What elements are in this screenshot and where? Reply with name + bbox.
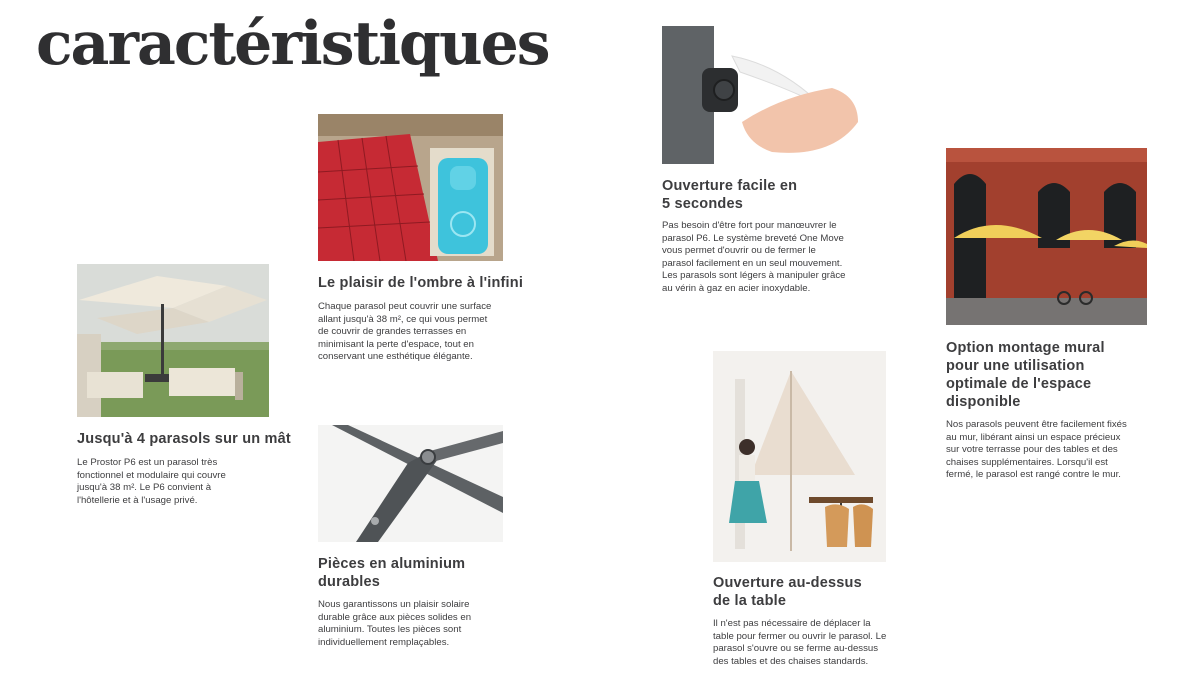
feature-body (662, 220, 892, 296)
photo-four-parasols (77, 264, 269, 417)
body-line: au vérin à gaz en acier inoxydable. (662, 282, 811, 294)
heading-line: Le plaisir de l'ombre à l'infini (318, 275, 524, 291)
page-title: caractéristiques (36, 9, 549, 79)
body-line: sur votre terrasse pour des tables et des (946, 444, 1118, 456)
heading-line: Ouverture au-dessus (713, 575, 862, 591)
body-line: durable grâce aux pièces solides en (318, 611, 472, 623)
feature-body (946, 419, 1186, 482)
heading-line: optimale de l'espace (946, 376, 1092, 392)
feature-body (318, 599, 528, 649)
body-line: minimisant la perte d'espace, tout en (318, 338, 474, 350)
feature-body (713, 618, 923, 668)
heading-line: Pièces en aluminium (318, 556, 466, 572)
body-line: conservant une esthétique élégante. (318, 351, 473, 363)
feature-heading (77, 430, 317, 448)
photo-wall-mount (946, 148, 1147, 325)
body-line: allant jusqu'à 38 m², ce qui vous permet (318, 313, 488, 325)
body-line: l'hôtellerie et à l'usage privé. (77, 494, 198, 506)
body-line: Chaque parasol peut couvrir une surface (318, 301, 492, 312)
body-line: au mur, libérant ainsi un espace précieux (946, 431, 1121, 443)
feature-body (318, 301, 528, 364)
body-line: Nous garantissons un plaisir solaire (318, 599, 470, 610)
feature-heading (318, 555, 538, 591)
heading-line: Option montage mural (946, 340, 1105, 356)
photo-one-move-handle (662, 26, 860, 164)
feature-heading (713, 574, 933, 610)
body-line: Le Prostor P6 est un parasol très (77, 457, 218, 468)
heading-line: Jusqu'à 4 parasols sur un mât (77, 431, 291, 447)
body-line: aluminium. Toutes les pièces sont (318, 624, 462, 636)
heading-line: durables (318, 574, 381, 590)
body-line: parasol s'ouvre ou se ferme au-dessus (713, 643, 879, 655)
body-line: Il n'est pas nécessaire de déplacer la (713, 618, 871, 629)
body-line: Pas besoin d'être fort pour manœuvrer le (662, 220, 837, 231)
feature-heading (318, 274, 578, 292)
photo-parasol-over-table (713, 351, 886, 562)
photo-aluminium-arm (318, 425, 503, 542)
body-line: chaises supplémentaires. Lorsqu'il est (946, 456, 1108, 468)
heading-line: disponible (946, 394, 1021, 410)
heading-line: pour une utilisation (946, 358, 1085, 374)
body-line: table pour fermer ou ouvrir le parasol. Le (713, 630, 887, 642)
photo-aerial-terrace (318, 114, 503, 261)
body-line: des tables et des chaises standards. (713, 655, 869, 667)
body-line: de couvrir de grandes terrasses en (318, 326, 467, 338)
heading-line: Ouverture facile en (662, 178, 798, 194)
heading-line: de la table (713, 593, 787, 609)
feature-heading (946, 339, 1176, 411)
heading-line: 5 secondes (662, 196, 743, 212)
body-line: parasol P6. Le système breveté One Move (662, 232, 844, 244)
body-line: individuellement remplaçables. (318, 636, 450, 648)
body-line: vous permet d'ouvrir ou de fermer le (662, 245, 816, 257)
body-line: fonctionnel et modulaire qui couvre (77, 469, 226, 481)
body-line: Nos parasols peuvent être facilement fixés (946, 419, 1127, 430)
body-line: parasol facilement en un seul mouvement. (662, 257, 843, 269)
body-line: jusqu'à 38 m². Le P6 convient à (77, 482, 212, 494)
feature-heading (662, 177, 882, 213)
body-line: Les parasols sont légers à manipuler grâce (662, 270, 846, 282)
feature-body (77, 457, 277, 507)
body-line: fermé, le parasol est rangé contre le mur. (946, 469, 1121, 481)
